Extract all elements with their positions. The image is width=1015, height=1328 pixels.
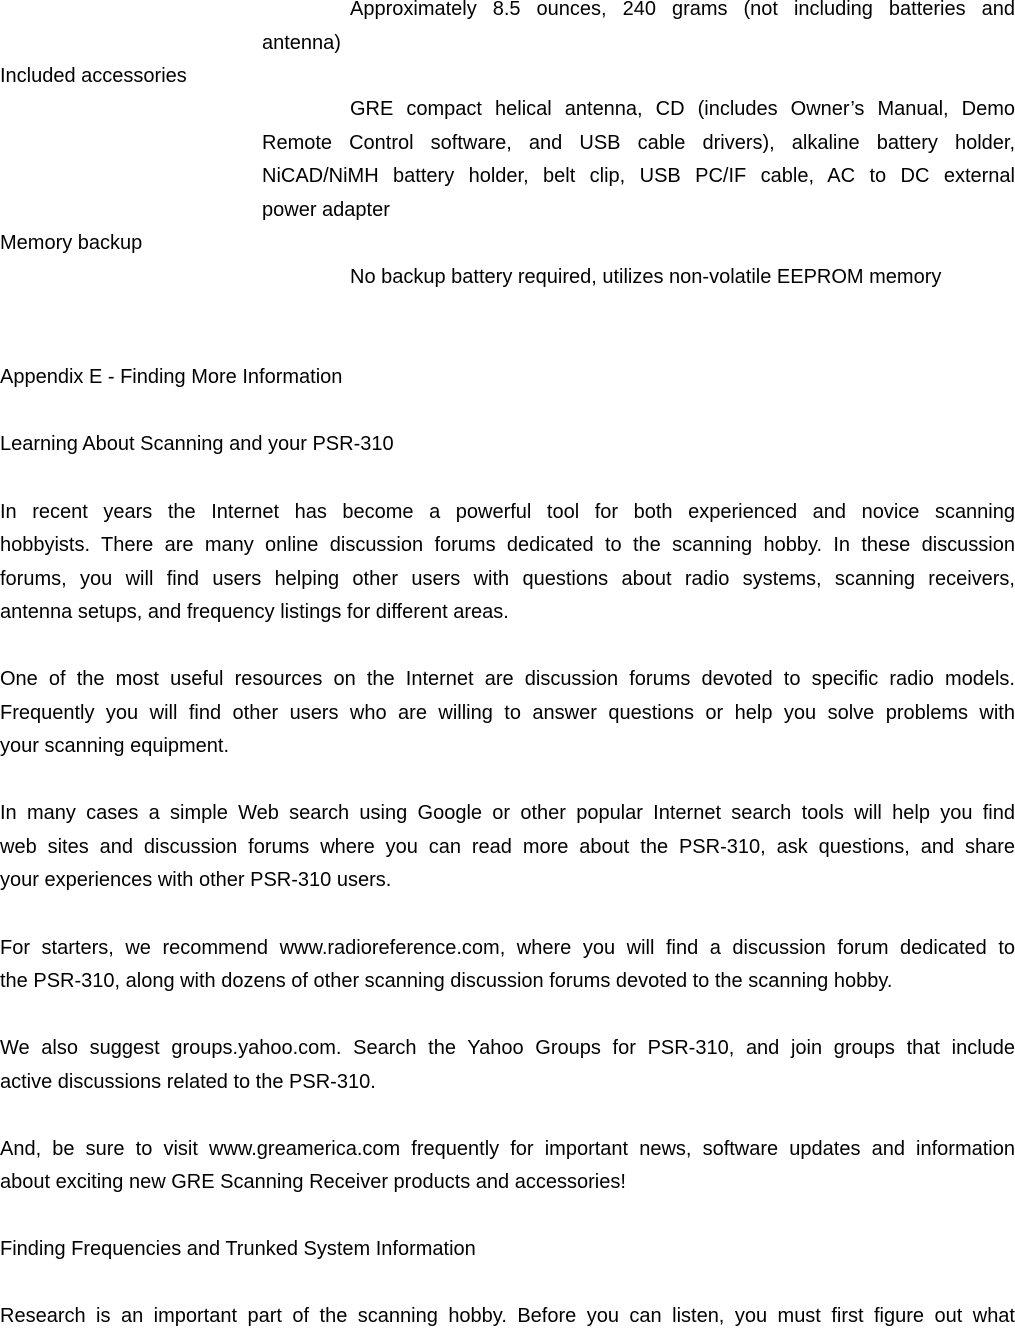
section-heading-learning: Learning About Scanning and your PSR-310 — [0, 433, 394, 455]
appendix-title: Appendix E - Finding More Information — [0, 366, 343, 388]
paragraph-1-line-2: hobbyists. There are many online discussion forums dedicated to the scanning hobby. In these discussion — [0, 534, 1015, 556]
paragraph-3-line-3: your experiences with other PSR-310 users. — [0, 869, 392, 891]
paragraph-6-line-1: And, be sure to visit www.greamerica.com frequently for important news, software updates and information — [0, 1138, 1015, 1160]
paragraph-7-line-1: Research is an important part of the scanning hobby. Before you can listen, you must first figure out what — [0, 1305, 1015, 1327]
paragraph-1-line-1: In recent years the Internet has become a powerful tool for both experienced and novice scanning — [0, 501, 1015, 523]
weight-value-line-2: antenna) — [262, 32, 341, 54]
paragraph-5-line-2: active discussions related to the PSR-310. — [0, 1071, 376, 1093]
paragraph-3-line-1: In many cases a simple Web search using Google or other popular Internet search tools will help you find — [0, 802, 1015, 824]
memory-label: Memory backup — [0, 232, 143, 254]
accessories-value-line-2: Remote Control software, and USB cable drivers), alkaline battery holder, — [262, 132, 1015, 154]
accessories-value-line-3: NiCAD/NiMH battery holder, belt clip, USB PC/IF cable, AC to DC external — [262, 165, 1015, 187]
paragraph-2-line-1: One of the most useful resources on the Internet are discussion forums devoted to specific radio models. — [0, 668, 1015, 690]
paragraph-3-line-2: web sites and discussion forums where you can read more about the PSR-310, ask questions, and share — [0, 836, 1015, 858]
paragraph-2-line-3: your scanning equipment. — [0, 735, 230, 757]
paragraph-6-line-2: about exciting new GRE Scanning Receiver products and accessories! — [0, 1171, 626, 1193]
paragraph-4-line-1: For starters, we recommend www.radioreference.com, where you will find a discussion forum dedicated to — [0, 937, 1015, 959]
accessories-label: Included accessories — [0, 65, 187, 87]
paragraph-5-line-1: We also suggest groups.yahoo.com. Search the Yahoo Groups for PSR-310, and join groups that include — [0, 1037, 1015, 1059]
accessories-value-line-4: power adapter — [262, 199, 390, 221]
paragraph-1-line-3: forums, you will find users helping other users with questions about radio systems, scanning receivers, — [0, 568, 1015, 590]
paragraph-1-line-4: antenna setups, and frequency listings for different areas. — [0, 601, 509, 623]
paragraph-2-line-2: Frequently you will find other users who are willing to answer questions or help you solve problems with — [0, 702, 1015, 724]
section-heading-frequencies: Finding Frequencies and Trunked System Information — [0, 1238, 476, 1260]
paragraph-4-line-2: the PSR-310, along with dozens of other scanning discussion forums devoted to the scanning hobby. — [0, 970, 893, 992]
memory-value: No backup battery required, utilizes non-volatile EEPROM memory — [350, 266, 942, 288]
accessories-value-line-1: GRE compact helical antenna, CD (includes Owner’s Manual, Demo — [350, 98, 1015, 120]
weight-value-line-1: Approximately 8.5 ounces, 240 grams (not including batteries and — [350, 0, 1015, 20]
